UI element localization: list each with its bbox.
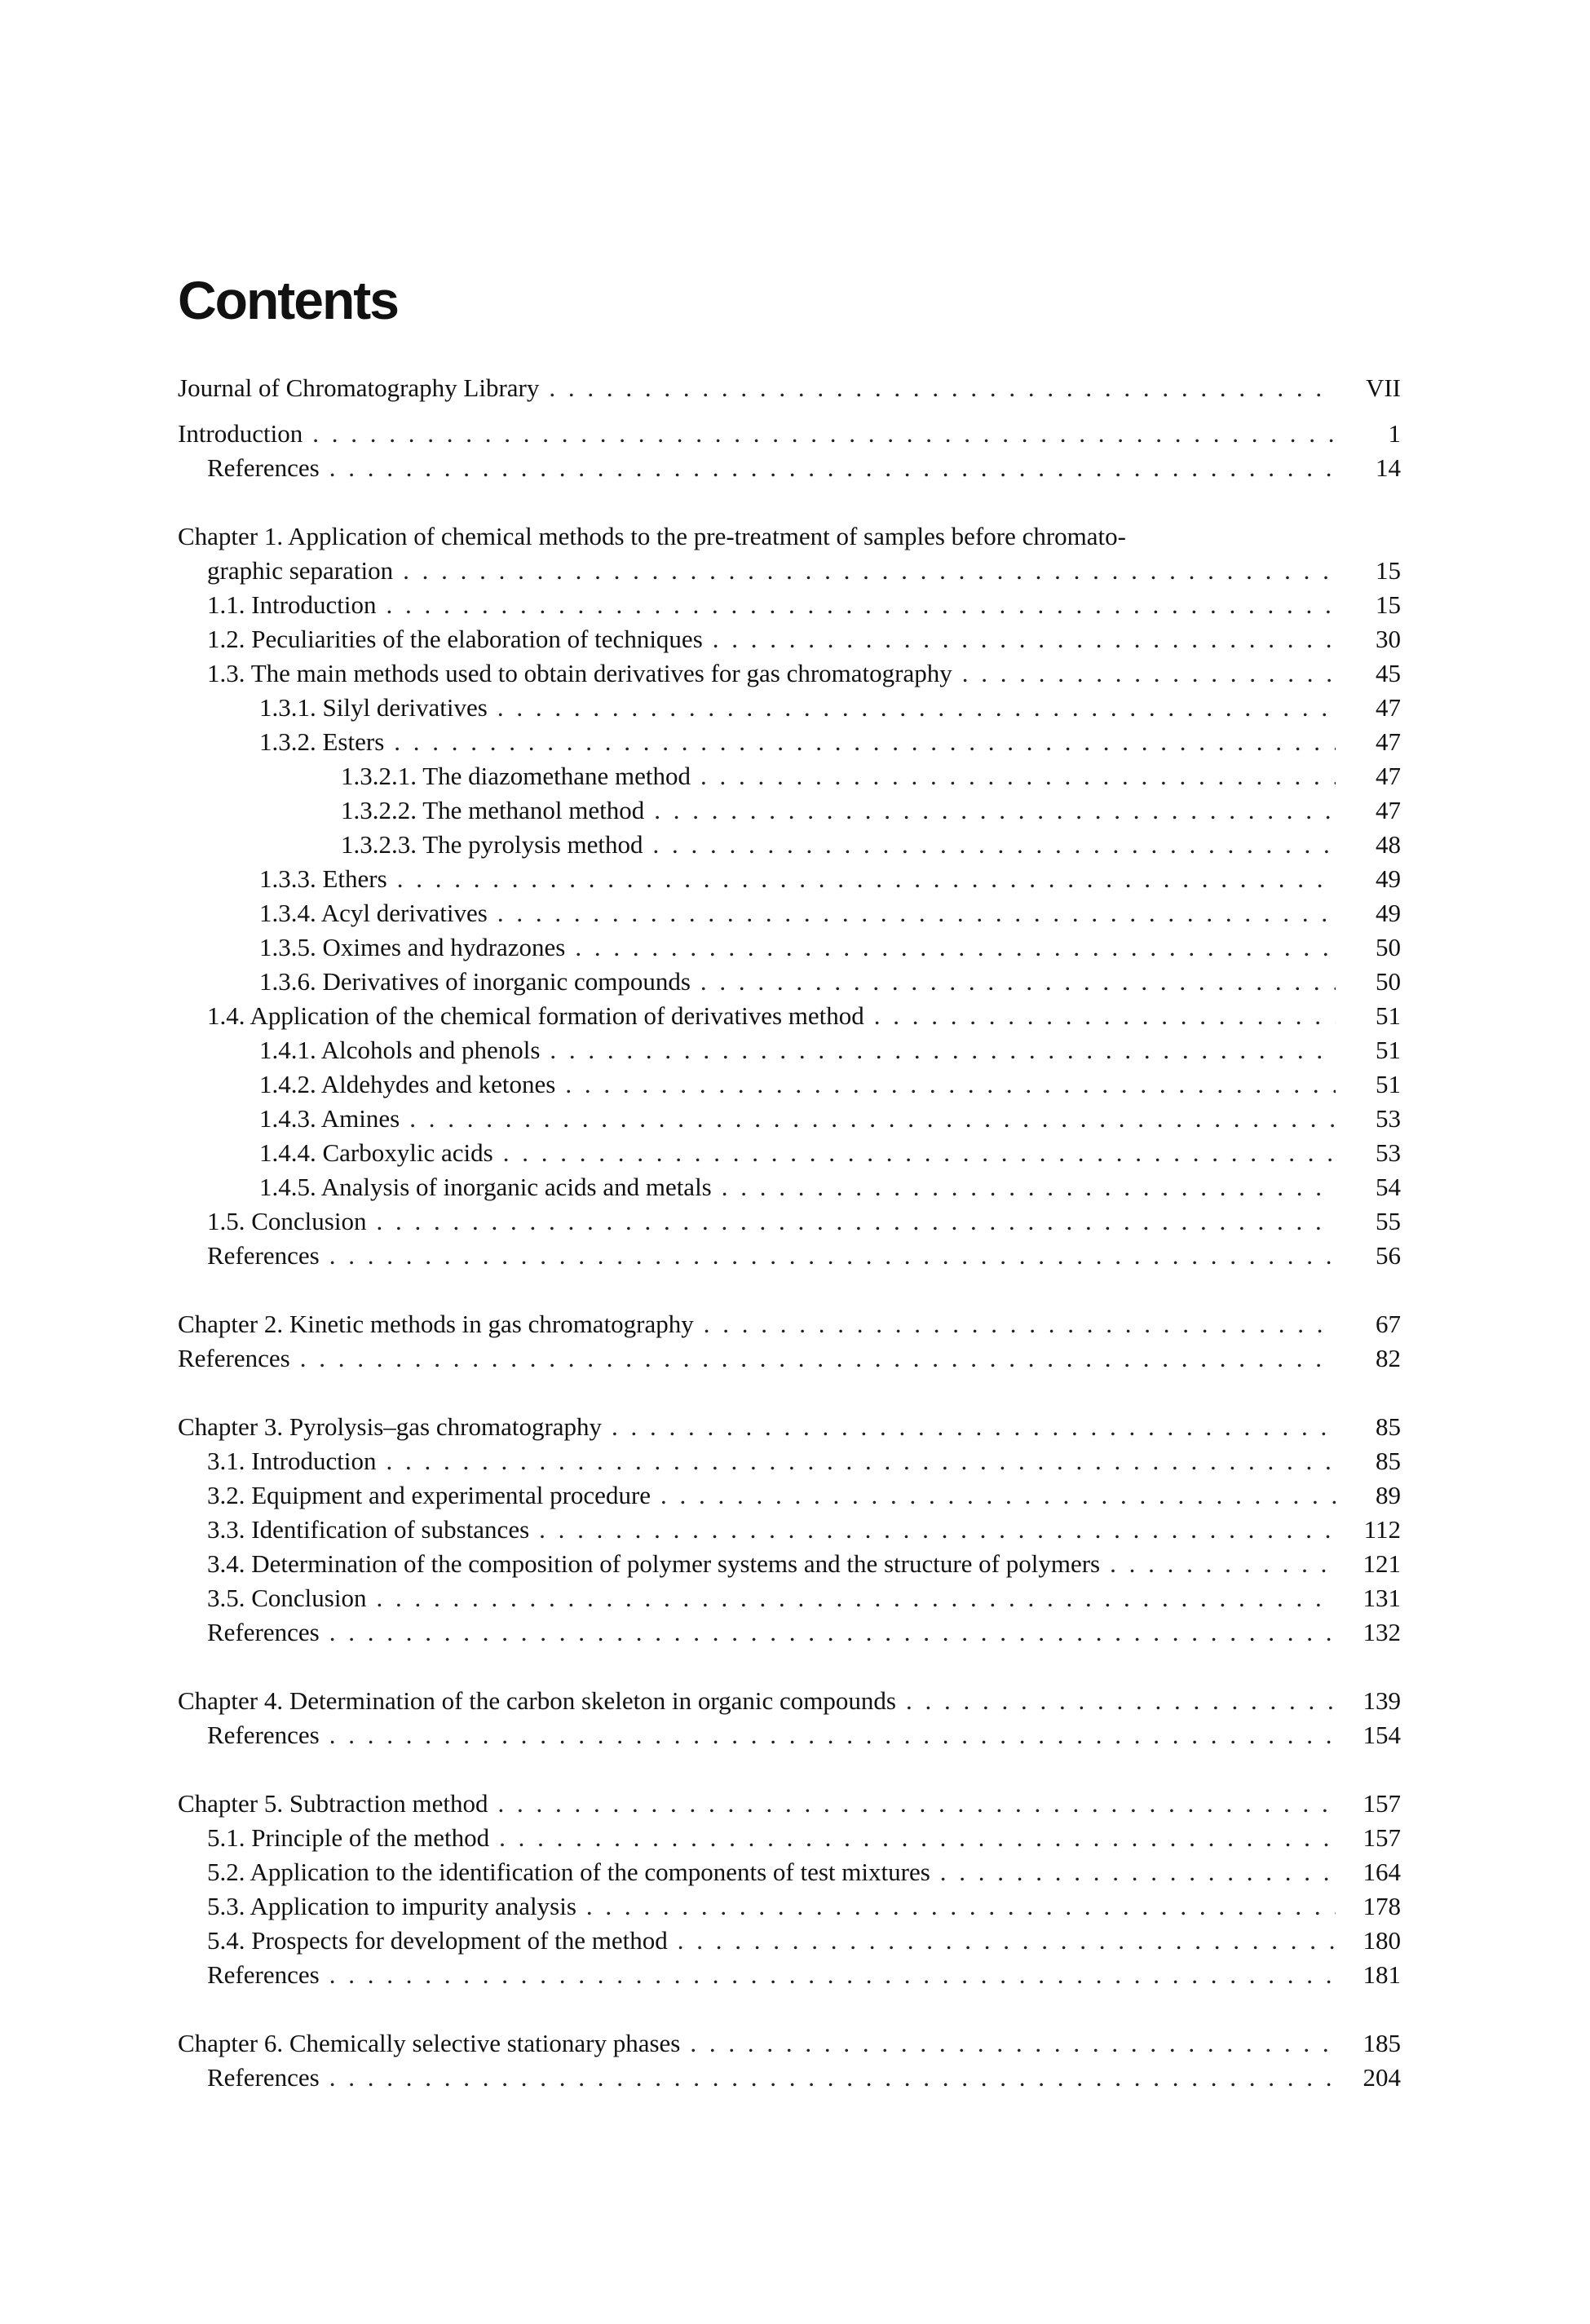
dot-leader [386,1444,1336,1478]
dot-leader [713,622,1336,656]
toc-page-number: 47 [1376,727,1401,756]
toc-entry-label: Chapter 6. Chemically selective stationary phases [178,2029,681,2057]
toc-page-number: 85 [1376,1412,1401,1441]
toc-page-number: 15 [1376,590,1401,619]
toc-page-number: 48 [1376,830,1401,859]
toc-entry-label: References [207,1960,320,1989]
toc-entry [178,1718,1401,1752]
toc-entry [178,1170,1401,1204]
dot-leader [704,1307,1336,1341]
dot-leader [653,828,1336,862]
toc-entry-label: 1.3.2.3. The pyrolysis method [341,830,643,859]
toc-entry [178,1033,1401,1067]
toc-page-number: 47 [1376,796,1401,824]
dot-leader [940,1855,1336,1889]
dot-leader [565,1067,1336,1102]
toc-entry-label: 1.3.6. Derivatives of inorganic compounds [259,967,691,996]
toc-entry [178,1102,1401,1136]
dot-leader [329,451,1336,485]
toc-page-number: 56 [1376,1241,1401,1270]
toc-entry-label: 1.4.1. Alcohols and phenols [259,1036,541,1064]
toc-entry-label: 5.2. Application to the identification of the components of test mixtures [207,1858,930,1886]
toc-entry-label: 3.4. Determination of the composition of polymer systems and the structure of polymers [207,1549,1101,1578]
toc-entry [178,691,1401,725]
toc-page-number: 54 [1376,1173,1401,1201]
toc-page-number: 157 [1363,1789,1401,1818]
toc-page-number: 67 [1376,1310,1401,1338]
toc-page-number: 49 [1376,899,1401,927]
toc-entry [178,622,1401,656]
dot-leader [386,588,1336,622]
toc-entry-label: References [207,1241,320,1270]
toc-entry [178,1478,1401,1513]
dot-leader [403,554,1336,588]
toc-entry-label: 1.3. The main methods used to obtain derivatives for gas chromatography [207,659,952,687]
toc-entry-label: 3.3. Identification of substances [207,1515,530,1544]
dot-leader [397,862,1336,896]
dot-leader [409,1102,1336,1136]
toc-page-number: 131 [1363,1584,1401,1612]
dot-leader [550,1033,1336,1067]
toc-entry-label: 1.3.2. Esters [259,727,385,756]
toc-page-number: 1 [1388,419,1401,448]
toc-entry-label: 5.4. Prospects for development of the method [207,1926,668,1955]
toc-entry-label: 3.1. Introduction [207,1447,377,1475]
toc-entry-label: 3.5. Conclusion [207,1584,367,1612]
toc-entry-label: 1.1. Introduction [207,590,377,619]
dot-leader [329,1615,1336,1650]
toc-entry-label: 1.3.3. Ethers [259,864,387,893]
toc-page-number: 89 [1376,1481,1401,1509]
toc-entry [178,1958,1401,1992]
dot-leader [376,1581,1336,1615]
toc-page-number: 132 [1363,1618,1401,1646]
toc-page-number: 47 [1376,693,1401,722]
toc-entry [178,725,1401,759]
toc-entry [178,1410,1401,1444]
dot-leader [329,1239,1336,1273]
dot-leader [376,1204,1336,1239]
toc-entry-label: Chapter 3. Pyrolysis–gas chromatography [178,1412,603,1441]
dot-leader [329,1958,1336,1992]
toc-entry [178,930,1401,965]
dot-leader [700,759,1336,793]
dot-leader [394,725,1336,759]
toc-entry-label: 1.5. Conclusion [207,1207,367,1235]
toc-page-number: 51 [1376,1070,1401,1098]
toc-page-number: 14 [1376,453,1401,482]
toc-entry-label: Chapter 2. Kinetic methods in gas chromatography [178,1310,694,1338]
dot-leader [503,1136,1336,1170]
toc-page-number: VII [1365,373,1401,402]
toc-entry-label: References [207,2063,320,2092]
toc-entry [178,2026,1401,2061]
toc-page-number: 50 [1376,933,1401,961]
toc-page-number: 121 [1363,1549,1401,1578]
toc-page-number: 178 [1363,1892,1401,1920]
toc-entry-label: 1.4.2. Aldehydes and ketones [259,1070,556,1098]
toc-entry [178,1444,1401,1478]
toc-entry [178,451,1401,485]
toc-entry-label: 3.2. Equipment and experimental procedure [207,1481,651,1509]
toc-entry [178,1307,1401,1341]
dot-leader [962,656,1336,691]
toc-page-number: 204 [1363,2063,1401,2092]
toc-page-number: 180 [1363,1926,1401,1955]
toc-entry [178,2061,1401,2095]
dot-leader [660,1478,1336,1513]
dot-leader [874,999,1336,1033]
toc-page-number: 55 [1376,1207,1401,1235]
toc-entry [178,1615,1401,1650]
toc-entry-label: 1.2. Peculiarities of the elaboration of techniques [207,625,703,653]
toc-entry [178,759,1401,793]
toc-page-number: 51 [1376,1001,1401,1030]
toc-entry [178,656,1401,691]
toc-entry [178,1136,1401,1170]
toc-entry [178,1581,1401,1615]
toc-entry-label: 1.3.1. Silyl derivatives [259,693,488,722]
dot-leader [329,2061,1336,2095]
toc-entry-label: References [207,1721,320,1749]
toc-page-number: 82 [1376,1344,1401,1372]
toc-entry [178,1239,1401,1273]
toc-page-number: 139 [1363,1686,1401,1715]
toc-entry [178,371,1401,405]
dot-leader [722,1170,1336,1204]
dot-leader [329,1718,1336,1752]
table-of-contents [178,371,1401,2095]
toc-page-number: 30 [1376,625,1401,653]
toc-entry [178,588,1401,622]
toc-entry-label: 1.3.2.2. The methanol method [341,796,645,824]
dot-leader [549,371,1336,405]
toc-page-number: 112 [1363,1515,1401,1544]
toc-entry-label: 1.3.5. Oximes and hydrazones [259,933,566,961]
dot-leader [539,1513,1336,1547]
toc-entry-label: 5.3. Application to impurity analysis [207,1892,576,1920]
toc-page-number: 47 [1376,762,1401,790]
toc-page-number: 157 [1363,1823,1401,1852]
toc-entry-label: 1.4.3. Amines [259,1104,400,1133]
toc-entry-label: 1.4. Application of the chemical formation of derivatives method [207,1001,864,1030]
toc-entry [178,1821,1401,1855]
dot-leader [654,793,1336,828]
toc-page-number: 15 [1376,556,1401,585]
toc-page-number: 49 [1376,864,1401,893]
dot-leader [586,1889,1336,1924]
toc-page-number: 181 [1363,1960,1401,1989]
toc-page-number: 51 [1376,1036,1401,1064]
toc-page-number: 164 [1363,1858,1401,1886]
toc-page-number: 53 [1376,1104,1401,1133]
toc-page-number: 50 [1376,967,1401,996]
toc-entry [178,1855,1401,1889]
toc-entry [178,965,1401,999]
dot-leader [497,691,1336,725]
toc-entry [178,417,1401,451]
toc-entry [178,896,1401,930]
toc-page-number: 85 [1376,1447,1401,1475]
toc-entry [178,1341,1401,1376]
toc-entry [178,1513,1401,1547]
toc-entry [178,862,1401,896]
toc-entry-label: 1.4.5. Analysis of inorganic acids and metals [259,1173,712,1201]
dot-leader [690,2026,1336,2061]
toc-entry [178,1787,1401,1821]
toc-entry-label: Chapter 5. Subtraction method [178,1789,488,1818]
page-title: Contents [178,270,398,330]
toc-entry [178,554,1401,588]
dot-leader [497,896,1336,930]
toc-entry-label: 1.3.2.1. The diazomethane method [341,762,691,790]
toc-entry-label: 1.3.4. Acyl derivatives [259,899,488,927]
toc-entry-label: References [207,453,320,482]
toc-entry-label: 1.4.4. Carboxylic acids [259,1138,493,1167]
toc-entry [178,828,1401,862]
dot-leader [575,930,1336,965]
dot-leader [498,1787,1336,1821]
toc-page-number: 154 [1363,1721,1401,1749]
dot-leader [678,1924,1336,1958]
toc-page-number: 45 [1376,659,1401,687]
dot-leader [499,1821,1336,1855]
dot-leader [1110,1547,1336,1581]
toc-entry [178,1889,1401,1924]
toc-entry-line: Chapter 1. Application of chemical methods to the pre-treatment of samples before chromato- [178,522,1126,550]
toc-entry [178,999,1401,1033]
toc-entry [178,1924,1401,1958]
toc-entry-label: Journal of Chromatography Library [178,373,540,402]
toc-entry [178,1204,1401,1239]
dot-leader [700,965,1336,999]
toc-entry-label: 5.1. Principle of the method [207,1823,490,1852]
toc-entry-label: graphic separation [207,556,394,585]
dot-leader [612,1410,1336,1444]
toc-entry [178,1684,1401,1718]
toc-entry-label: References [178,1344,290,1372]
dot-leader [312,417,1336,451]
toc-page-number: 185 [1363,2029,1401,2057]
toc-entry-label: Introduction [178,419,303,448]
toc-entry [178,793,1401,828]
toc-entry-label: Chapter 4. Determination of the carbon skeleton in organic compounds [178,1686,896,1715]
toc-entry-label: References [207,1618,320,1646]
toc-entry [178,1547,1401,1581]
dot-leader [906,1684,1336,1718]
dot-leader [300,1341,1336,1376]
toc-entry [178,1067,1401,1102]
toc-page-number: 53 [1376,1138,1401,1167]
